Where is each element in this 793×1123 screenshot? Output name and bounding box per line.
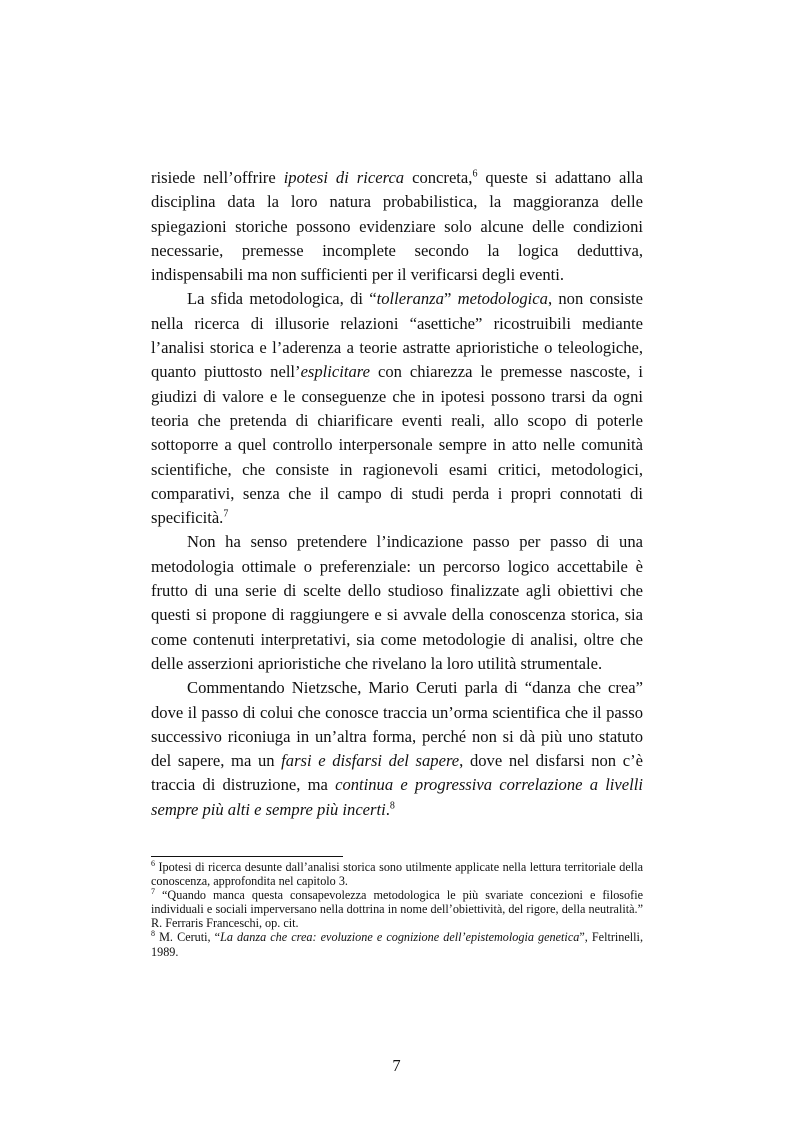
footnote-ref: 6 xyxy=(472,168,478,180)
italic-text: metodologica xyxy=(457,289,548,309)
text-run: . xyxy=(385,799,390,819)
text-run: queste si adattano alla disciplina data la loro natura probabilistica, la maggioranza delle spiegazioni storiche possono evidenziare solo alcune delle condizioni necessarie, premesse incomplete secondo la logica deduttiva, indispensabili ma non sufficienti per il verificarsi degli eventi. xyxy=(151,168,643,285)
paragraph xyxy=(151,676,643,822)
footnote xyxy=(151,930,643,958)
text-run: La sfida metodologica, di “ xyxy=(187,289,377,309)
paragraph xyxy=(151,287,643,530)
footnote-ref: 7 xyxy=(151,887,155,897)
italic-text: farsi e disfarsi del sapere xyxy=(281,751,460,771)
paragraph xyxy=(151,530,643,676)
text-run: Non ha senso pretendere l’indicazione passo per passo di una metodologia ottimale o preferenziale: un percorso logico accettabile è frutto di una serie di scelte dello studioso finalizzate agli obiettivi che questi si propone di raggiungere e si avvale della conoscenza storica, sia come contenuti interpretativi, sia come metodologie di analisi, oltre che delle asserzioni aprioristiche che rivelano la loro utilità strumentale. xyxy=(151,532,643,673)
italic-text: ipotesi di ricerca xyxy=(283,168,405,187)
footnotes xyxy=(151,860,643,959)
text-run: Commentando Nietzsche, Mario Ceruti parla di “danza che crea” dove il passo di colui che conosce traccia un’orma scientifica che il passo successivo riconiuga in un’altra forma, perché non si dà più uno statuto del sapere, ma un xyxy=(151,678,643,771)
footnote-separator xyxy=(151,856,343,857)
text-run: Ipotesi di ricerca desunte dall’analisi storica sono utilmente applicate nella lettura territoriale della conoscenza, approfondita nel capitolo 3. xyxy=(151,860,643,889)
footnote-ref: 8 xyxy=(151,929,155,939)
text-run: , dove nel disfarsi non c’è traccia di distruzione, ma xyxy=(151,751,643,795)
paragraph xyxy=(151,166,643,287)
text-run: con chiarezza le premesse nascoste, i giudizi di valore e le conseguenze che in ipotesi possono trarsi da ogni teoria che pretenda di chiarificare eventi reali, allo scopo di poterle sottoporre a quel controllo interpersonale sempre in atto nelle comunità scientifiche, che consiste in ragionevoli esami critici, metodologici, comparativi, senza che il campo di studi perda i propri connotati di specificità. xyxy=(151,362,643,528)
text-run: risiede nell’offrire xyxy=(151,168,284,187)
footnote-ref: 8 xyxy=(389,800,395,812)
footnote-ref: 7 xyxy=(223,508,229,520)
italic-text: tolleranza xyxy=(376,289,444,309)
italic-text: esplicitare xyxy=(300,362,370,382)
text-run: , non consiste nella ricerca di illusorie relazioni “asettiche” ricostruibili mediante l’analisi storica e l’aderenza a teorie astratte aprioristiche o teleologiche, quanto piuttosto nell’ xyxy=(151,289,644,382)
text-run: “Quando manca questa consapevolezza metodologica le più svariate concezioni e filosofie individuali e sociali imperversano nella dottrina in nome dell’obiettività, del rigore, della neutralità.” R. Ferraris Franceschi, op. cit. xyxy=(151,888,643,931)
footnote xyxy=(151,860,643,888)
text-run: concreta, xyxy=(404,168,473,187)
text-run: ”, Feltrinelli, 1989. xyxy=(151,930,643,959)
footnote-ref: 6 xyxy=(151,858,155,868)
page-number: 7 xyxy=(392,1056,401,1075)
footnote xyxy=(151,888,643,930)
body-text xyxy=(151,166,643,822)
italic-text: La danza che crea: evoluzione e cognizione dell’epistemologia genetica xyxy=(220,930,580,945)
text-run: ” xyxy=(443,289,458,309)
italic-text: continua e progressiva correlazione a livelli sempre più alti e sempre più incerti xyxy=(151,775,643,819)
text-run: M. Ceruti, “ xyxy=(155,930,221,945)
